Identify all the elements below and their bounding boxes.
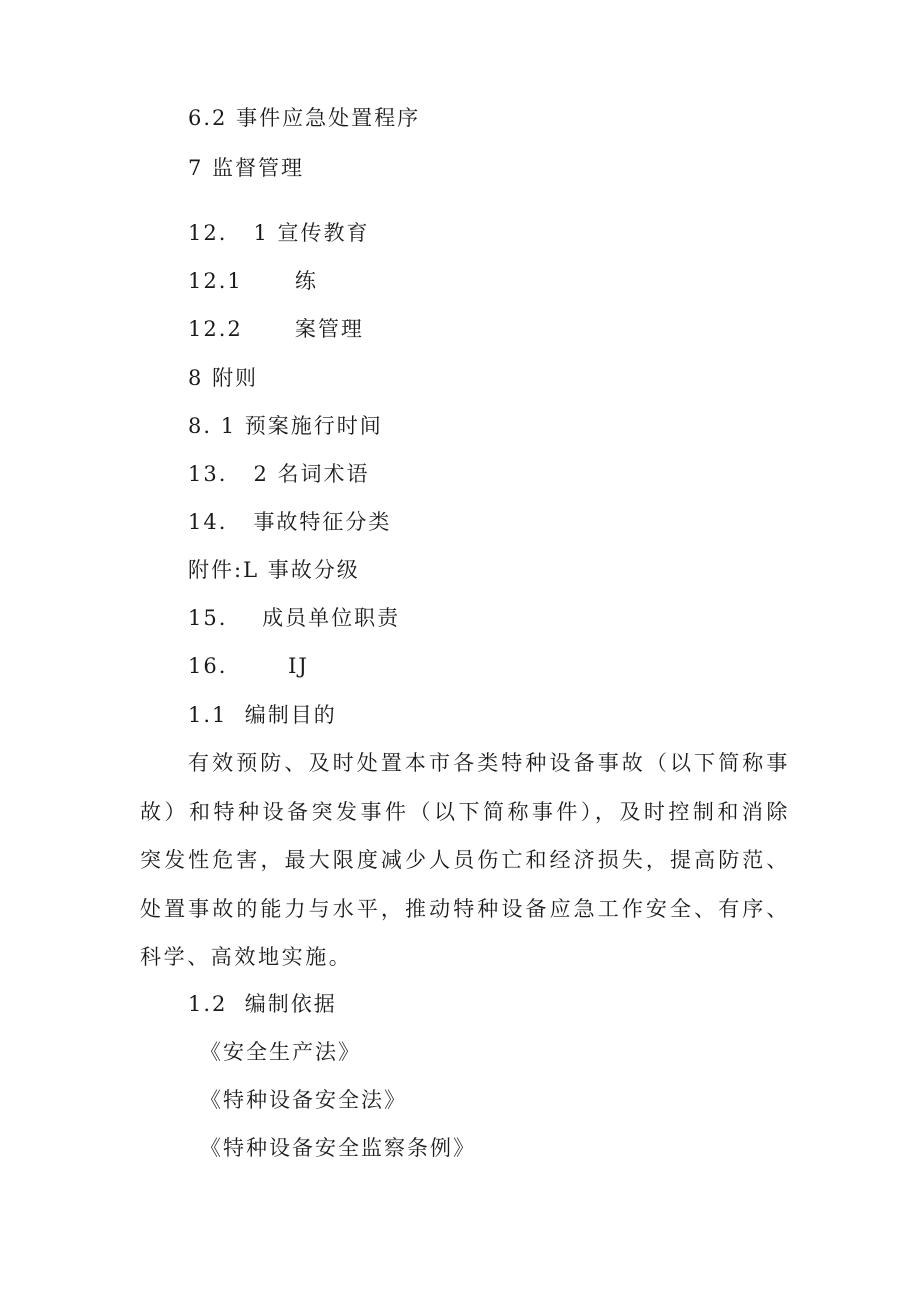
- toc-title: 案管理: [294, 317, 364, 341]
- toc-line-12-1: [188, 268, 318, 294]
- toc-number: 12.1: [188, 269, 243, 293]
- toc-line-14: [188, 509, 391, 535]
- toc-line-8-1: [188, 413, 383, 439]
- section-title: 编制依据: [244, 992, 337, 1016]
- toc-number: 14.: [188, 510, 228, 534]
- purpose-paragraph: 有效预防、及时处置本市各类特种设备事故（以下简称事故）和特种设备突发事件（以下简称事件），及时控制和消除突发性危害，最大限度减少人员伤亡和经济损失，提高防范、处置事故的能力与水平，推动特种设备应急工作安全、有序、科学、高效地实施。: [140, 751, 790, 969]
- toc-number: 12.: [188, 221, 228, 245]
- toc-gap: [227, 221, 253, 245]
- toc-title: 2 名词术语: [253, 462, 370, 486]
- toc-title: 事故特征分类: [253, 510, 392, 534]
- toc-line-attachment: [188, 557, 360, 583]
- toc-gap: [243, 269, 295, 293]
- section-gap: [227, 992, 244, 1016]
- toc-line-13: [188, 461, 369, 487]
- toc-gap: [227, 510, 253, 534]
- toc-title: 1 预案施行时间: [220, 414, 383, 438]
- toc-number: 附件:: [188, 558, 244, 582]
- section-gap: [227, 703, 244, 727]
- section-number: 1.1: [188, 703, 228, 727]
- toc-gap: [227, 654, 288, 678]
- toc-number: 15.: [188, 606, 228, 630]
- toc-number: 13.: [188, 462, 228, 486]
- toc-gap: [212, 414, 221, 438]
- section-heading-1-1: [188, 702, 337, 728]
- toc-title: L 事故分级: [243, 558, 360, 582]
- toc-line-15: [188, 605, 400, 631]
- toc-number: 8.: [188, 414, 213, 438]
- toc-title: 1 宣传教育: [253, 221, 370, 245]
- law-item: 《特种设备安全监察条例》: [200, 1136, 476, 1160]
- toc-title: 事件应急处置程序: [236, 106, 421, 130]
- toc-number: 7: [188, 156, 204, 180]
- toc-gap: [227, 106, 236, 130]
- toc-line-7: [188, 155, 304, 181]
- toc-title: 监督管理: [212, 156, 305, 180]
- section-title: 编制目的: [244, 703, 337, 727]
- section-number: 1.2: [188, 992, 228, 1016]
- section-heading-1-2: [188, 991, 337, 1017]
- toc-line-12-2: [188, 316, 364, 342]
- toc-gap: [227, 462, 253, 486]
- toc-number: 8: [188, 366, 204, 390]
- toc-number: 12.2: [188, 317, 243, 341]
- toc-title: 附则: [212, 366, 259, 390]
- law-item: 《安全生产法》: [200, 1040, 361, 1064]
- toc-line-12: [188, 220, 369, 246]
- toc-title: IJ: [288, 654, 309, 678]
- toc-line-6-2: [188, 105, 420, 131]
- toc-line-8: [188, 365, 258, 391]
- toc-gap: [203, 366, 212, 390]
- toc-title: 练: [294, 269, 318, 293]
- toc-number: 6.2: [188, 106, 228, 130]
- toc-gap: [243, 317, 295, 341]
- toc-gap: [203, 156, 212, 180]
- toc-title: 成员单位职责: [262, 606, 401, 630]
- toc-line-16: [188, 653, 309, 679]
- law-item: 《特种设备安全法》: [200, 1088, 407, 1112]
- toc-number: 16.: [188, 654, 228, 678]
- toc-gap: [227, 606, 262, 630]
